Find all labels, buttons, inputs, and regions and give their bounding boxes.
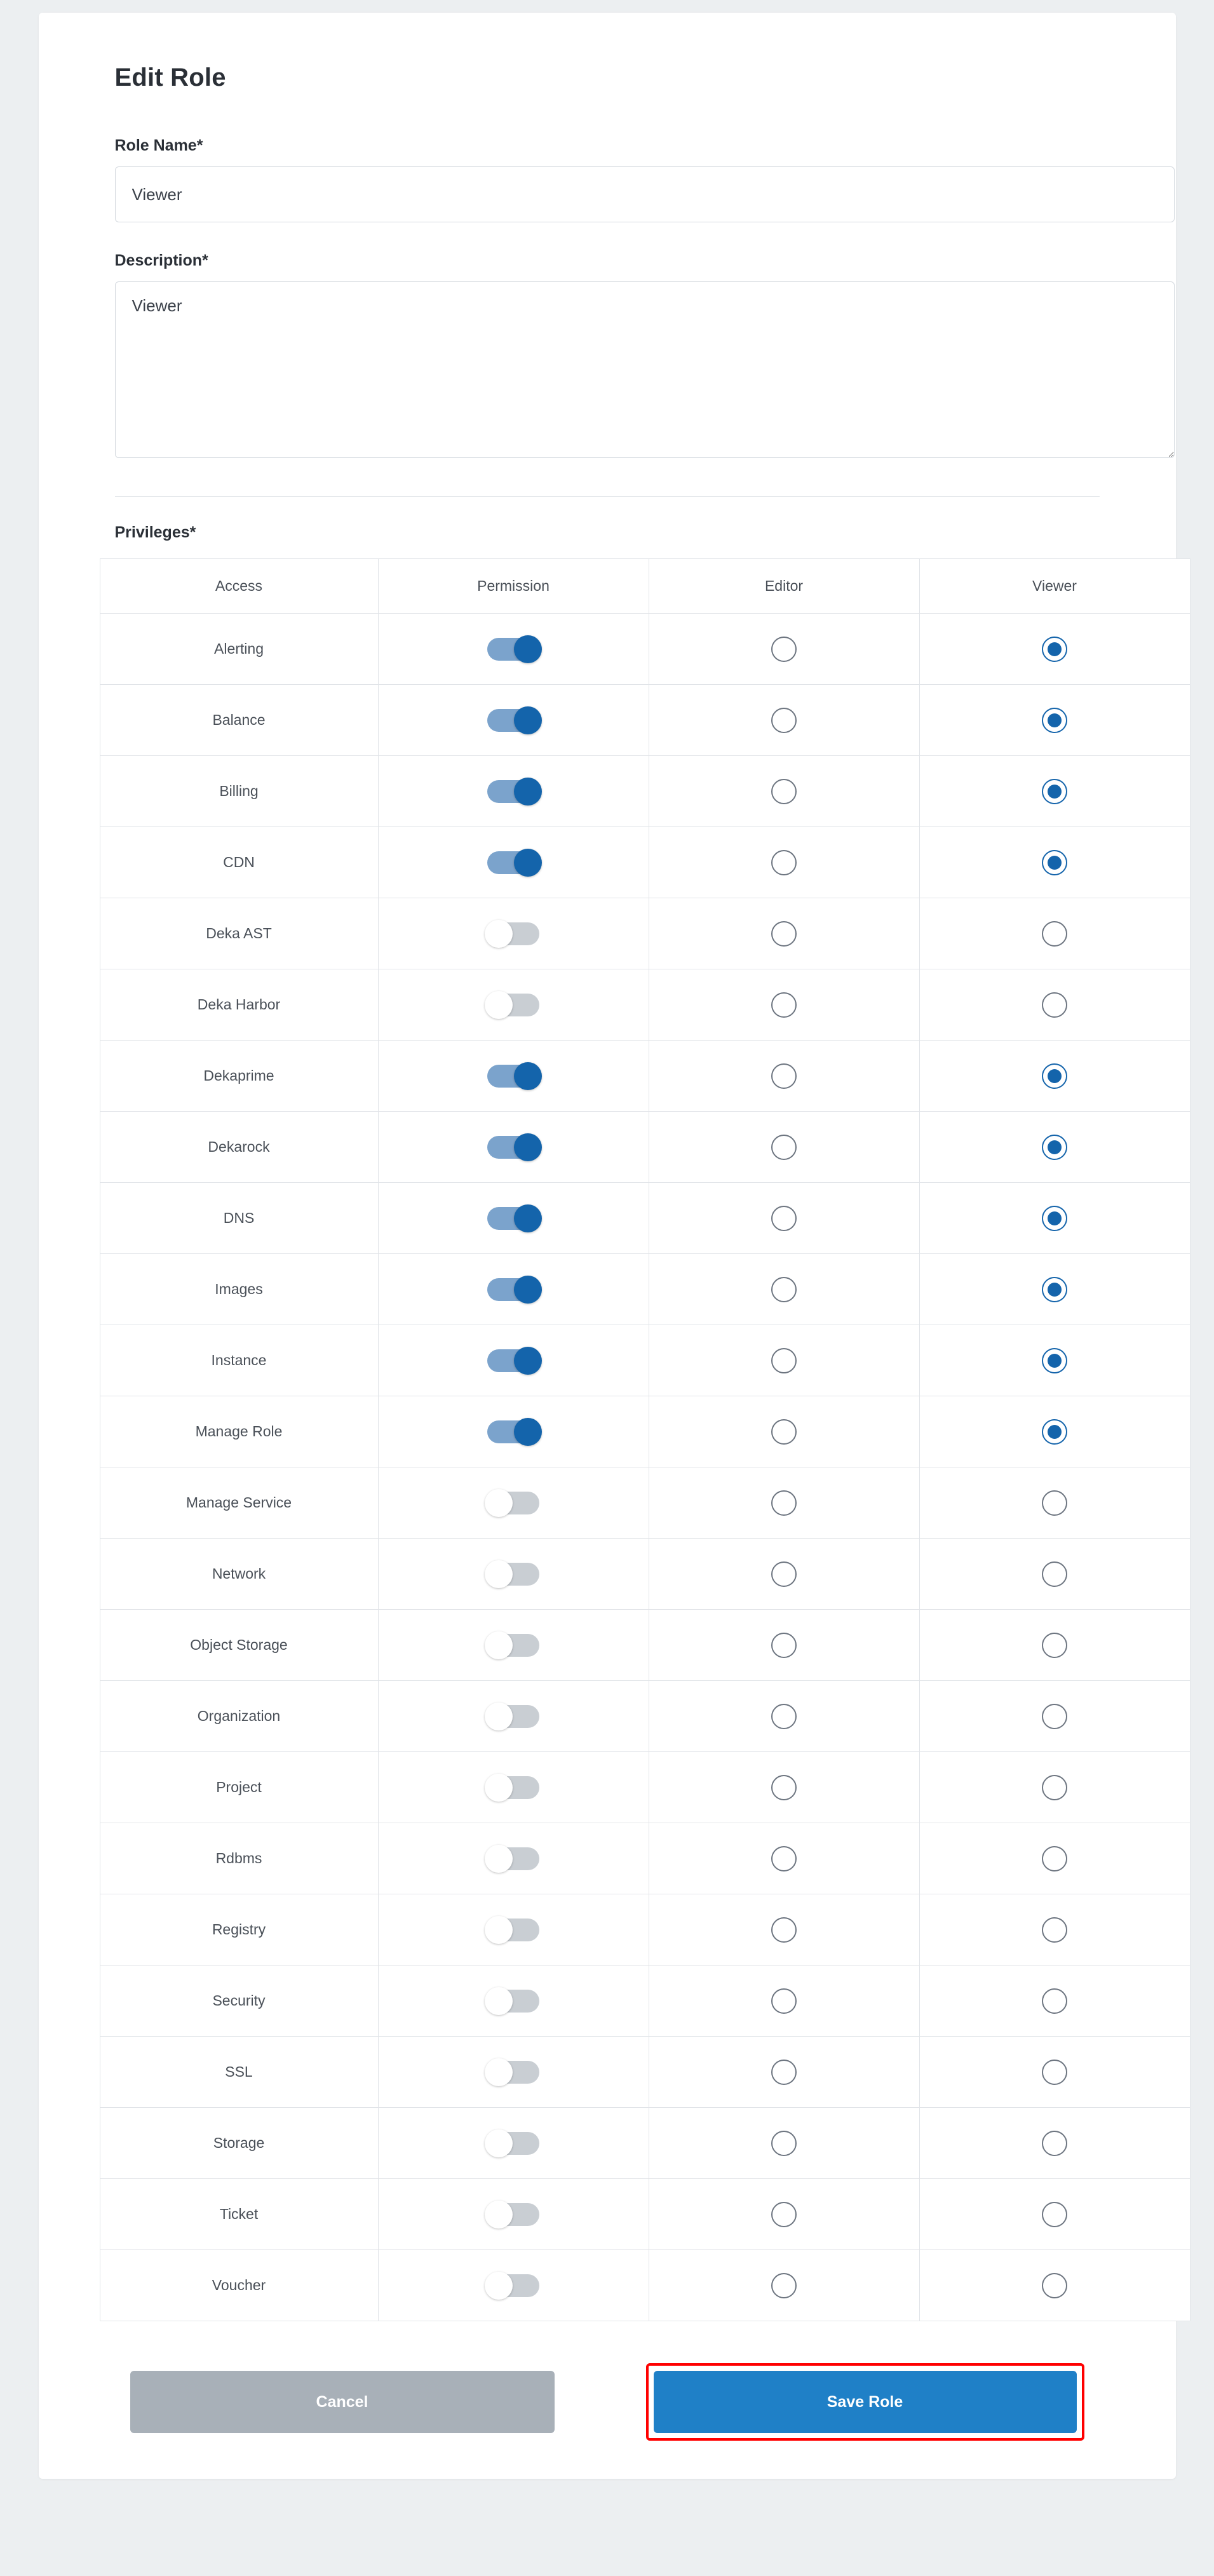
access-name-cell: Instance	[100, 1325, 378, 1396]
toggle-knob	[514, 706, 542, 734]
access-name-cell: Organization	[100, 1681, 378, 1752]
editor-cell	[649, 2037, 919, 2108]
table-row	[100, 1681, 1190, 1752]
editor-cell	[649, 2179, 919, 2250]
toggle-knob	[485, 1916, 513, 1944]
access-name-cell: Object Storage	[100, 1610, 378, 1681]
viewer-radio[interactable]	[1042, 1063, 1067, 1089]
editor-radio[interactable]	[771, 2202, 797, 2227]
viewer-radio[interactable]	[1042, 1561, 1067, 1587]
editor-cell	[649, 1539, 919, 1610]
column-header-permission: Permission	[378, 559, 649, 614]
permission-cell	[378, 898, 649, 969]
permission-toggle[interactable]	[487, 1349, 539, 1372]
description-input[interactable]	[115, 281, 1175, 458]
permission-cell	[378, 1539, 649, 1610]
toggle-knob	[485, 2058, 513, 2086]
permission-toggle[interactable]	[487, 1207, 539, 1230]
table-row	[100, 898, 1190, 969]
permission-toggle[interactable]	[487, 1065, 539, 1088]
viewer-radio[interactable]	[1042, 1775, 1067, 1800]
access-name-cell: Ticket	[100, 2179, 378, 2250]
column-header-editor: Editor	[649, 559, 919, 614]
viewer-cell	[919, 1752, 1190, 1823]
editor-cell	[649, 969, 919, 1041]
permission-cell	[378, 1254, 649, 1325]
permission-cell	[378, 2250, 649, 2321]
role-name-input[interactable]	[115, 166, 1175, 222]
table-row	[100, 2108, 1190, 2179]
access-name-cell: Security	[100, 1966, 378, 2037]
table-row	[100, 2250, 1190, 2321]
permission-toggle[interactable]	[487, 1847, 539, 1870]
viewer-cell	[919, 969, 1190, 1041]
editor-radio[interactable]	[771, 1988, 797, 2014]
viewer-cell	[919, 1254, 1190, 1325]
toggle-knob	[514, 1133, 542, 1161]
permission-toggle[interactable]	[487, 2061, 539, 2084]
table-row	[100, 1041, 1190, 1112]
toggle-knob	[485, 991, 513, 1019]
viewer-radio[interactable]	[1042, 992, 1067, 1018]
access-name-cell: Rdbms	[100, 1823, 378, 1894]
toggle-knob	[514, 1347, 542, 1375]
editor-radio[interactable]	[771, 1704, 797, 1729]
editor-radio[interactable]	[771, 1633, 797, 1658]
viewer-radio[interactable]	[1042, 1277, 1067, 1302]
viewer-cell	[919, 898, 1190, 969]
editor-radio[interactable]	[771, 1775, 797, 1800]
editor-cell	[649, 614, 919, 685]
permission-toggle[interactable]	[487, 780, 539, 803]
toggle-knob	[514, 635, 542, 663]
editor-cell	[649, 1681, 919, 1752]
access-name-cell: Registry	[100, 1894, 378, 1966]
table-row	[100, 1467, 1190, 1539]
toggle-knob	[514, 1418, 542, 1446]
save-role-button[interactable]: Save Role	[654, 2371, 1077, 2433]
access-name-cell: Dekarock	[100, 1112, 378, 1183]
permission-toggle[interactable]	[487, 2274, 539, 2297]
access-name-cell: Storage	[100, 2108, 378, 2179]
viewer-radio[interactable]	[1042, 2202, 1067, 2227]
edit-role-card	[39, 13, 1176, 2479]
column-header-viewer: Viewer	[919, 559, 1190, 614]
toggle-knob	[485, 1987, 513, 2015]
viewer-cell	[919, 2108, 1190, 2179]
editor-radio[interactable]	[771, 2131, 797, 2156]
table-header-row	[100, 559, 1190, 614]
editor-radio[interactable]	[771, 2060, 797, 2085]
permission-cell	[378, 1467, 649, 1539]
editor-radio[interactable]	[771, 1277, 797, 1302]
viewer-cell	[919, 2179, 1190, 2250]
viewer-radio[interactable]	[1042, 2273, 1067, 2298]
permission-cell	[378, 756, 649, 827]
viewer-cell	[919, 1396, 1190, 1467]
editor-radio[interactable]	[771, 637, 797, 662]
editor-cell	[649, 685, 919, 756]
table-row	[100, 1894, 1190, 1966]
permission-cell	[378, 827, 649, 898]
toggle-knob	[514, 778, 542, 806]
table-row	[100, 1752, 1190, 1823]
permission-cell	[378, 1610, 649, 1681]
viewer-radio[interactable]	[1042, 1490, 1067, 1516]
viewer-radio[interactable]	[1042, 1988, 1067, 2014]
editor-cell	[649, 1752, 919, 1823]
permission-toggle[interactable]	[487, 1919, 539, 1941]
editor-cell	[649, 1610, 919, 1681]
viewer-cell	[919, 2037, 1190, 2108]
save-button-highlight	[646, 2363, 1084, 2441]
toggle-knob	[485, 1560, 513, 1588]
viewer-radio[interactable]	[1042, 1704, 1067, 1729]
access-name-cell: Manage Role	[100, 1396, 378, 1467]
viewer-radio[interactable]	[1042, 637, 1067, 662]
editor-radio[interactable]	[771, 779, 797, 804]
editor-radio[interactable]	[771, 1206, 797, 1231]
editor-cell	[649, 2250, 919, 2321]
toggle-knob	[485, 1774, 513, 1802]
permission-cell	[378, 1966, 649, 2037]
toggle-knob	[485, 1845, 513, 1873]
permission-toggle[interactable]	[487, 2203, 539, 2226]
viewer-radio[interactable]	[1042, 1206, 1067, 1231]
permission-toggle[interactable]	[487, 1705, 539, 1728]
access-name-cell: Alerting	[100, 614, 378, 685]
viewer-radio[interactable]	[1042, 850, 1067, 875]
viewer-radio[interactable]	[1042, 1135, 1067, 1160]
permission-toggle[interactable]	[487, 1420, 539, 1443]
editor-cell	[649, 1966, 919, 2037]
access-name-cell: Billing	[100, 756, 378, 827]
editor-radio[interactable]	[771, 921, 797, 947]
editor-radio[interactable]	[771, 1135, 797, 1160]
viewer-radio[interactable]	[1042, 1348, 1067, 1373]
table-row	[100, 1396, 1190, 1467]
editor-radio[interactable]	[771, 1348, 797, 1373]
access-name-cell: Network	[100, 1539, 378, 1610]
viewer-radio[interactable]	[1042, 2131, 1067, 2156]
editor-cell	[649, 1254, 919, 1325]
editor-radio[interactable]	[771, 708, 797, 733]
table-row	[100, 756, 1190, 827]
toggle-knob	[485, 1631, 513, 1659]
editor-cell	[649, 1823, 919, 1894]
access-name-cell: Balance	[100, 685, 378, 756]
editor-radio[interactable]	[771, 992, 797, 1018]
permission-cell	[378, 1894, 649, 1966]
permission-cell	[378, 614, 649, 685]
viewer-radio[interactable]	[1042, 1419, 1067, 1445]
table-row	[100, 1966, 1190, 2037]
viewer-radio[interactable]	[1042, 1917, 1067, 1943]
viewer-cell	[919, 1112, 1190, 1183]
editor-cell	[649, 2108, 919, 2179]
permission-cell	[378, 2108, 649, 2179]
column-header-access: Access	[100, 559, 378, 614]
table-row	[100, 614, 1190, 685]
viewer-cell	[919, 756, 1190, 827]
viewer-cell	[919, 1894, 1190, 1966]
editor-cell	[649, 756, 919, 827]
permission-toggle[interactable]	[487, 709, 539, 732]
privileges-label: Privileges*	[114, 523, 196, 541]
editor-radio[interactable]	[771, 1490, 797, 1516]
table-row	[100, 1254, 1190, 1325]
access-name-cell: CDN	[100, 827, 378, 898]
editor-cell	[649, 898, 919, 969]
cancel-button[interactable]: Cancel	[130, 2371, 555, 2433]
permission-toggle[interactable]	[487, 922, 539, 945]
access-name-cell: Manage Service	[100, 1467, 378, 1539]
access-name-cell: Deka AST	[100, 898, 378, 969]
table-row	[100, 1112, 1190, 1183]
table-row	[100, 1183, 1190, 1254]
editor-radio[interactable]	[771, 1917, 797, 1943]
viewer-radio[interactable]	[1042, 921, 1067, 947]
viewer-cell	[919, 614, 1190, 685]
access-name-cell: DNS	[100, 1183, 378, 1254]
permission-cell	[378, 2179, 649, 2250]
toggle-knob	[485, 1703, 513, 1730]
access-name-cell: Project	[100, 1752, 378, 1823]
permission-cell	[378, 1752, 649, 1823]
permission-cell	[378, 1396, 649, 1467]
permission-toggle[interactable]	[487, 1563, 539, 1586]
section-divider	[115, 496, 1100, 497]
table-row	[100, 2179, 1190, 2250]
toggle-knob	[485, 2201, 513, 2229]
permission-cell	[378, 1041, 649, 1112]
viewer-radio[interactable]	[1042, 1633, 1067, 1658]
access-name-cell: Images	[100, 1254, 378, 1325]
table-row	[100, 827, 1190, 898]
editor-radio[interactable]	[771, 1561, 797, 1587]
access-name-cell: Deka Harbor	[100, 969, 378, 1041]
editor-radio[interactable]	[771, 1846, 797, 1871]
permission-cell	[378, 969, 649, 1041]
permission-toggle[interactable]	[487, 638, 539, 661]
permission-toggle[interactable]	[487, 1634, 539, 1657]
editor-radio[interactable]	[771, 1063, 797, 1089]
editor-cell	[649, 1183, 919, 1254]
viewer-radio[interactable]	[1042, 1846, 1067, 1871]
permission-toggle[interactable]	[487, 994, 539, 1016]
permission-toggle[interactable]	[487, 851, 539, 874]
viewer-cell	[919, 1183, 1190, 1254]
permission-cell	[378, 1681, 649, 1752]
editor-cell	[649, 1325, 919, 1396]
permission-cell	[378, 1823, 649, 1894]
permission-cell	[378, 685, 649, 756]
toggle-knob	[514, 1276, 542, 1304]
table-row	[100, 1610, 1190, 1681]
editor-cell	[649, 827, 919, 898]
table-row	[100, 685, 1190, 756]
viewer-cell	[919, 1823, 1190, 1894]
viewer-cell	[919, 1681, 1190, 1752]
editor-radio[interactable]	[771, 850, 797, 875]
table-row	[100, 1539, 1190, 1610]
table-row	[100, 1823, 1190, 1894]
table-row	[100, 2037, 1190, 2108]
toggle-knob	[514, 1062, 542, 1090]
toggle-knob	[485, 920, 513, 948]
toggle-knob	[514, 849, 542, 877]
permission-toggle[interactable]	[487, 1278, 539, 1301]
viewer-radio[interactable]	[1042, 2060, 1067, 2085]
permission-cell	[378, 1112, 649, 1183]
editor-radio[interactable]	[771, 1419, 797, 1445]
viewer-cell	[919, 1467, 1190, 1539]
role-name-label: Role Name*	[114, 137, 203, 154]
access-name-cell: Voucher	[100, 2250, 378, 2321]
viewer-cell	[919, 1539, 1190, 1610]
description-label: Description*	[114, 252, 208, 269]
editor-cell	[649, 1396, 919, 1467]
viewer-cell	[919, 827, 1190, 898]
editor-radio[interactable]	[771, 2273, 797, 2298]
page-title: Edit Role	[114, 64, 226, 91]
toggle-knob	[485, 2272, 513, 2300]
permission-cell	[378, 2037, 649, 2108]
table-row	[100, 969, 1190, 1041]
viewer-cell	[919, 1041, 1190, 1112]
permission-cell	[378, 1325, 649, 1396]
permission-toggle[interactable]	[487, 1492, 539, 1514]
viewer-cell	[919, 1966, 1190, 2037]
viewer-cell	[919, 2250, 1190, 2321]
access-name-cell: SSL	[100, 2037, 378, 2108]
table-row	[100, 1325, 1190, 1396]
permission-toggle[interactable]	[487, 1136, 539, 1159]
permission-toggle[interactable]	[487, 2132, 539, 2155]
viewer-radio[interactable]	[1042, 708, 1067, 733]
editor-cell	[649, 1041, 919, 1112]
viewer-radio[interactable]	[1042, 779, 1067, 804]
toggle-knob	[514, 1204, 542, 1232]
editor-cell	[649, 1467, 919, 1539]
permission-cell	[378, 1183, 649, 1254]
access-name-cell: Dekaprime	[100, 1041, 378, 1112]
form-actions	[115, 2363, 1100, 2441]
toggle-knob	[485, 1489, 513, 1517]
viewer-cell	[919, 1610, 1190, 1681]
permission-toggle[interactable]	[487, 1776, 539, 1799]
permission-toggle[interactable]	[487, 1990, 539, 2013]
privileges-table	[100, 558, 1190, 2321]
toggle-knob	[485, 2129, 513, 2157]
editor-cell	[649, 1894, 919, 1966]
viewer-cell	[919, 685, 1190, 756]
viewer-cell	[919, 1325, 1190, 1396]
editor-cell	[649, 1112, 919, 1183]
